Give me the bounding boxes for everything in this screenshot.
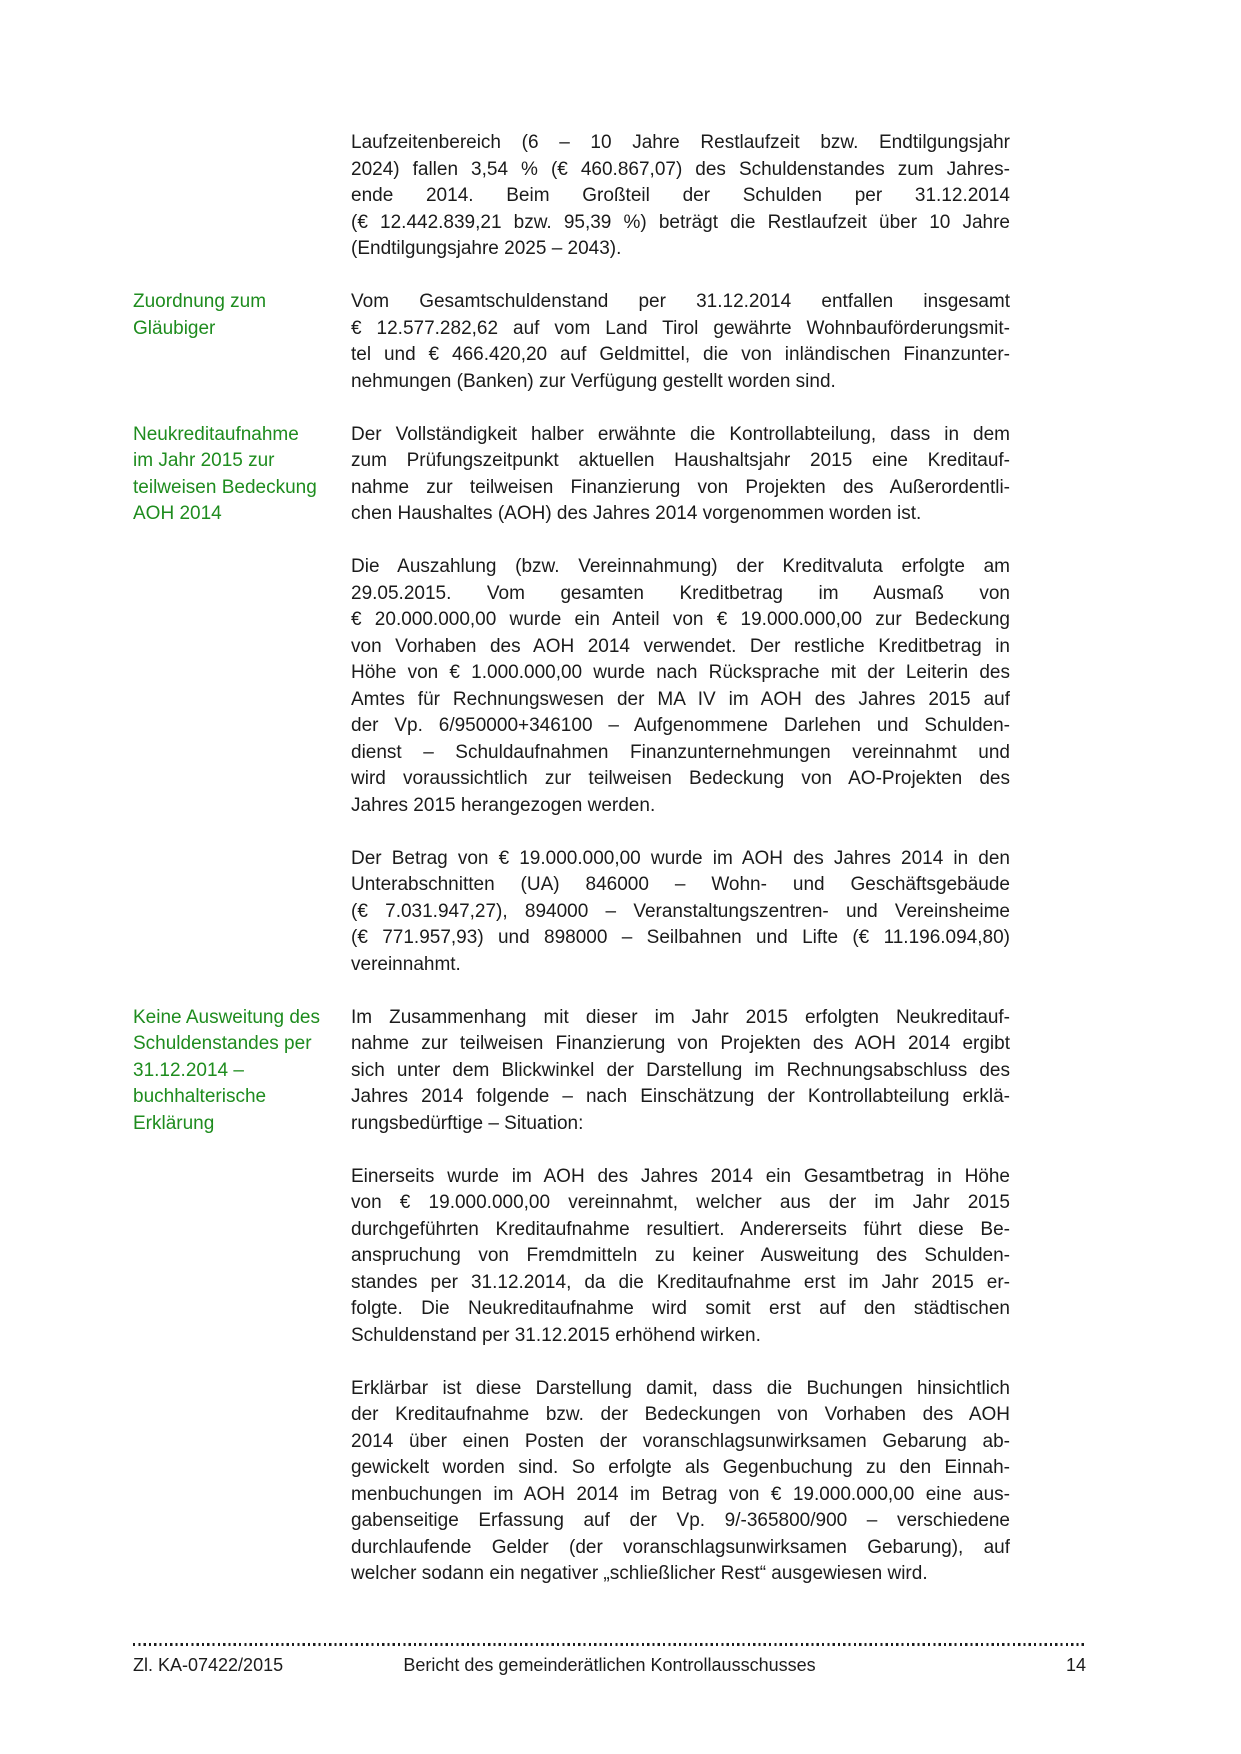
margin-label-line: buchhalterische <box>133 1086 267 1107</box>
text-line: von € 19.000.000,00 vereinnahmt, welcher aus der im Jahr 2015 <box>351 1192 1010 1213</box>
text-line: (€ 771.957,93) und 898000 – Seilbahnen und Lifte (€ 11.196.094,80) <box>351 927 1010 948</box>
margin-label-line: Erklärung <box>133 1112 215 1134</box>
text-line: nehmungen (Banken) zur Verfügung gestellt worden sind. <box>351 370 836 392</box>
margin-label <box>133 1005 351 1615</box>
text-line: dienst – Schuldaufnahmen Finanzunternehmungen vereinnahmt und <box>351 741 1010 763</box>
text-line: wird voraussichtlich zur teilweisen Bedeckung von AO-Projekten des <box>351 768 1010 789</box>
body-paragraph <box>351 1164 1010 1350</box>
margin-label-line: im Jahr 2015 zur <box>133 450 275 471</box>
section-row <box>133 289 1010 422</box>
body-paragraph <box>351 1376 1010 1588</box>
text-line: gewickelt worden sind. So erfolgte als Gegenbuchung zu den Einnah- <box>351 1457 1010 1478</box>
text-line: sich unter dem Blickwinkel der Darstellung im Rechnungsabschluss des <box>351 1059 1010 1081</box>
margin-label-line: Neukreditaufnahme <box>133 423 299 445</box>
body-paragraph <box>351 846 1010 979</box>
text-line: von Vorhaben des AOH 2014 verwendet. Der restliche Kreditbetrag in <box>351 635 1010 657</box>
margin-label-line: Zuordnung zum <box>133 291 267 312</box>
footer-reference: Zl. KA-07422/2015 <box>133 1655 284 1675</box>
text-line: nahme zur teilweisen Finanzierung von Projekten des AOH 2014 ergibt <box>351 1033 1010 1054</box>
text-line: Einerseits wurde im AOH des Jahres 2014 ein Gesamtbetrag in Höhe <box>351 1165 1010 1187</box>
section-row <box>133 1005 1010 1615</box>
text-line: 2024) fallen 3,54 % (€ 460.867,07) des Schuldenstandes zum Jahres- <box>351 158 1010 180</box>
text-line: tel und € 466.420,20 auf Geldmittel, die von inländischen Finanzunter- <box>351 344 1010 365</box>
body-paragraph <box>351 130 1010 263</box>
text-line: Vom Gesamtschuldenstand per 31.12.2014 entfallen insgesamt <box>351 291 1010 312</box>
text-line: Laufzeitenbereich (6 – 10 Jahre Restlaufzeit bzw. Endtilgungsjahr <box>351 132 1010 153</box>
text-line: menbuchungen im AOH 2014 im Betrag von € 19.000.000,00 eine aus- <box>351 1483 1010 1505</box>
section-row <box>133 422 1010 1005</box>
margin-label-line: Gläubiger <box>133 317 216 339</box>
section-row <box>133 130 1010 289</box>
section-paragraphs <box>351 422 1010 1005</box>
text-line: Der Betrag von € 19.000.000,00 wurde im AOH des Jahres 2014 in den <box>351 847 1010 869</box>
text-line: der Kreditaufnahme bzw. der Bedeckungen von Vorhaben des AOH <box>351 1404 1010 1425</box>
text-line: chen Haushaltes (AOH) des Jahres 2014 vorgenommen worden ist. <box>351 503 922 524</box>
text-line: anspruchung von Fremdmitteln zu keiner Ausweitung des Schulden- <box>351 1245 1010 1266</box>
text-line: standes per 31.12.2014, da die Kreditaufnahme erst im Jahr 2015 er- <box>351 1271 1010 1293</box>
body-paragraph <box>351 422 1010 528</box>
text-line: folgte. Die Neukreditaufnahme wird somit erst auf den städtischen <box>351 1298 1010 1319</box>
text-line: gabenseitige Erfassung auf der Vp. 9/-365800/900 – verschiedene <box>351 1510 1010 1531</box>
text-line: durchgeführten Kreditaufnahme resultiert. Andererseits führt diese Be- <box>351 1218 1010 1240</box>
text-line: Der Vollständigkeit halber erwähnte die Kontrollabteilung, dass in dem <box>351 423 1010 445</box>
text-line: ende 2014. Beim Großteil der Schulden per 31.12.2014 <box>351 185 1010 206</box>
text-line: welcher sodann ein negativer „schließlicher Rest“ ausgewiesen wird. <box>351 1563 928 1584</box>
page-footer <box>133 1643 1086 1676</box>
text-line: (€ 7.031.947,27), 894000 – Veranstaltungszentren- und Vereinsheime <box>351 900 1010 922</box>
text-line: 2014 über einen Posten der voranschlagsunwirksamen Gebarung ab- <box>351 1430 1010 1452</box>
text-line: vereinnahmt. <box>351 953 461 975</box>
report-body <box>133 130 1010 1614</box>
text-line: Erklärbar ist diese Darstellung damit, dass die Buchungen hinsichtlich <box>351 1377 1010 1399</box>
margin-label-line: 31.12.2014 – <box>133 1059 244 1081</box>
text-line: € 12.577.282,62 auf vom Land Tirol gewährte Wohnbauförderungsmit- <box>351 317 1010 339</box>
text-line: Höhe von € 1.000.000,00 wurde nach Rücksprache mit der Leiterin des <box>351 662 1010 683</box>
text-line: (€ 12.442.839,21 bzw. 95,39 %) beträgt die Restlaufzeit über 10 Jahre <box>351 211 1010 233</box>
margin-label <box>133 289 351 422</box>
body-paragraph <box>351 289 1010 395</box>
text-line: Im Zusammenhang mit dieser im Jahr 2015 erfolgten Neukreditauf- <box>351 1006 1010 1028</box>
body-paragraph <box>351 1005 1010 1138</box>
text-line: (Endtilgungsjahre 2025 – 2043). <box>351 238 622 259</box>
margin-label-line: AOH 2014 <box>133 503 222 524</box>
footer-divider <box>133 1643 1086 1646</box>
text-line: 29.05.2015. Vom gesamten Kreditbetrag im Ausmaß von <box>351 582 1010 604</box>
footer-title: Bericht des gemeinderätlichen Kontrollausschusses <box>403 1655 816 1675</box>
body-paragraph <box>351 554 1010 819</box>
margin-label-line: Schuldenstandes per <box>133 1033 312 1054</box>
text-line: durchlaufende Gelder (der voranschlagsunwirksamen Gebarung), auf <box>351 1536 1010 1558</box>
section-paragraphs <box>351 130 1010 289</box>
margin-label-line: Keine Ausweitung des <box>133 1006 320 1028</box>
text-line: Die Auszahlung (bzw. Vereinnahmung) der Kreditvaluta erfolgte am <box>351 556 1010 577</box>
text-line: nahme zur teilweisen Finanzierung von Projekten des Außerordentli- <box>351 476 1010 498</box>
text-line: Jahres 2014 folgende – nach Einschätzung der Kontrollabteilung erklä- <box>351 1086 1010 1107</box>
text-line: Unterabschnitten (UA) 846000 – Wohn- und Geschäftsgebäude <box>351 874 1010 895</box>
footer-page-number: 14 <box>1065 1655 1086 1675</box>
section-paragraphs <box>351 1005 1010 1615</box>
margin-label <box>133 130 351 289</box>
text-line: rungsbedürftige – Situation: <box>351 1112 584 1134</box>
section-paragraphs <box>351 289 1010 422</box>
text-line: Jahres 2015 herangezogen werden. <box>351 794 656 816</box>
footer-row <box>133 1654 1086 1676</box>
text-line: € 20.000.000,00 wurde ein Anteil von € 19.000.000,00 zur Bedeckung <box>351 609 1010 630</box>
margin-label-line: teilweisen Bedeckung <box>133 476 317 498</box>
text-line: zum Prüfungszeitpunkt aktuellen Haushaltsjahr 2015 eine Kreditauf- <box>351 450 1010 471</box>
text-line: Amtes für Rechnungswesen der MA IV im AOH des Jahres 2015 auf <box>351 688 1010 710</box>
text-line: Schuldenstand per 31.12.2015 erhöhend wirken. <box>351 1324 761 1346</box>
text-line: der Vp. 6/950000+346100 – Aufgenommene Darlehen und Schulden- <box>351 715 1010 736</box>
margin-label <box>133 422 351 1005</box>
